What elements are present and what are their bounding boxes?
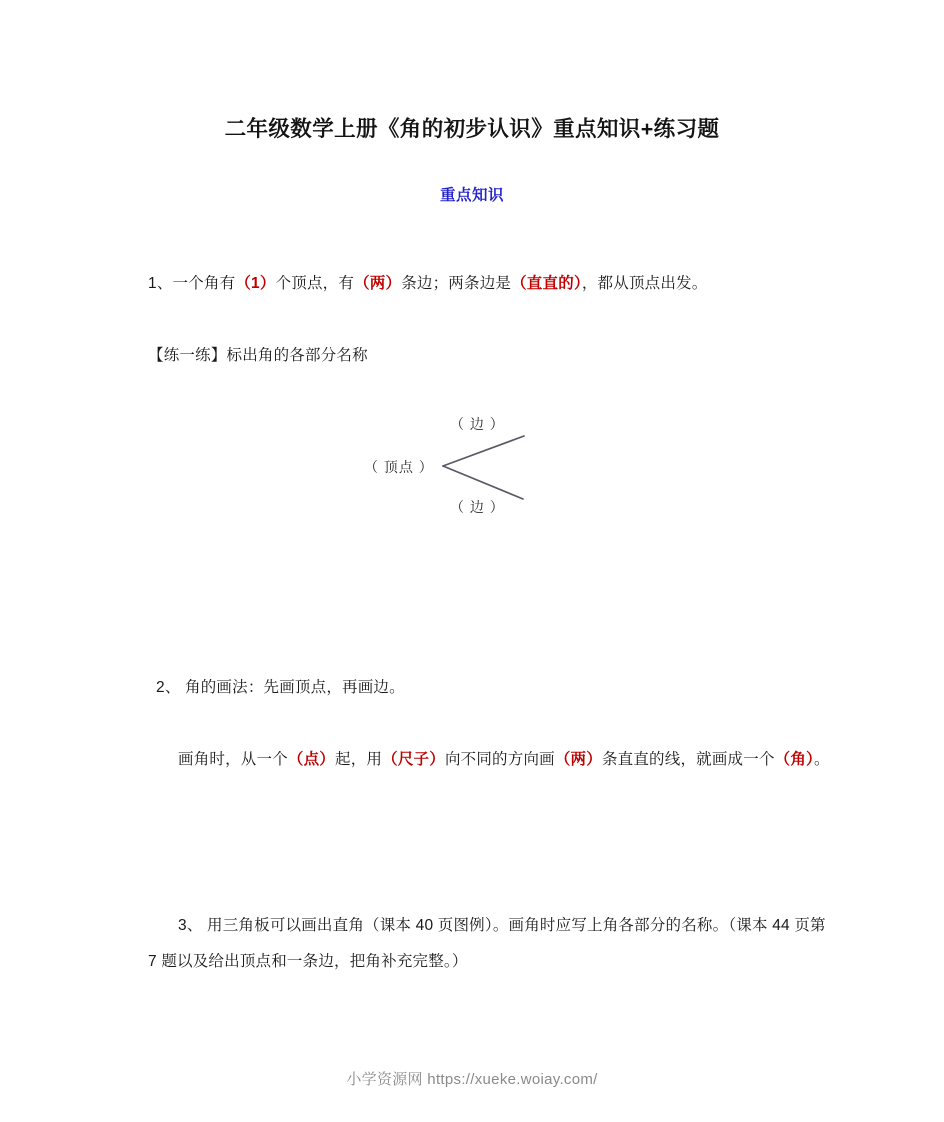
knowledge-item-3: 3、 用三角板可以画出直角（课本 40 页图例）。画角时应写上角各部分的名称。（课本 44 页第 7 题以及给出顶点和一条边，把角补充完整。）: [148, 916, 826, 970]
angle-side-top-line: [443, 436, 524, 466]
knowledge-item-1: [148, 266, 828, 302]
item1-text-part-2: 个顶点，有: [275, 274, 355, 292]
angle-vertex-label: （ 顶点 ）: [364, 459, 434, 475]
section-heading-key-knowledge: 重点知识: [439, 187, 504, 204]
page-title: 二年级数学上册《角的初步认识》重点知识+练习题: [224, 117, 720, 142]
angle-diagram: [350, 400, 580, 530]
item2-text-part-3: 向不同的方向画: [444, 750, 555, 768]
practice-prompt: 【练一练】标出角的各部分名称: [148, 346, 368, 364]
item1-text-part-3: 条边；两条边是: [401, 274, 512, 292]
item2-answer-1: （点）: [287, 750, 336, 768]
item2-text-part-5: 。: [814, 750, 830, 768]
item2-answer-3: （两）: [554, 750, 602, 768]
item1-answer-2: （两）: [354, 274, 402, 292]
item1-text-part-1: 1、一个角有: [148, 274, 236, 292]
knowledge-item-2-body: [148, 742, 838, 778]
angle-side-top-label: （ 边 ）: [450, 416, 505, 432]
item1-text-part-4: ，都从顶点出发。: [581, 274, 708, 292]
angle-side-bottom-label: （ 边 ）: [450, 499, 505, 515]
item2-text-part-4: 条直直的线，就画成一个: [601, 750, 775, 768]
footer-watermark: 小学资源网 https://xueke.woiay.com/: [346, 1071, 598, 1088]
item2-text-part-2: 起，用: [335, 750, 383, 768]
item2-text-part-1: 画角时，从一个: [178, 750, 288, 768]
item2-answer-4: （角）: [774, 750, 815, 768]
knowledge-item-2-heading: 2、 角的画法：先画顶点，再画边。: [156, 678, 405, 696]
angle-side-bottom-line: [443, 466, 523, 499]
item2-answer-2: （尺子）: [382, 750, 445, 768]
item1-answer-1: （1）: [235, 274, 276, 292]
item1-answer-3: （直直的）: [511, 274, 582, 292]
